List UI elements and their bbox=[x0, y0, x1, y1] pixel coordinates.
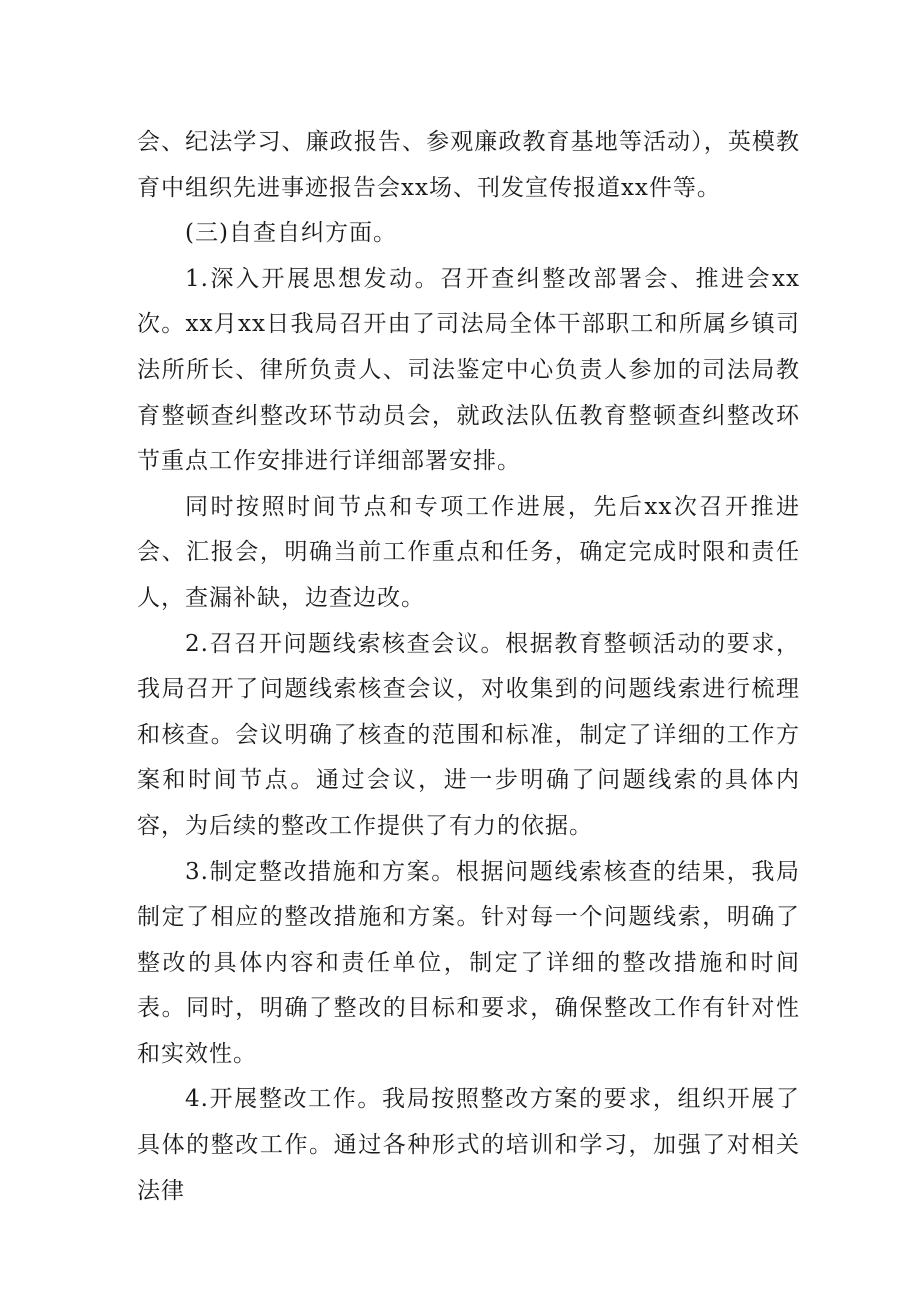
document-body bbox=[137, 120, 800, 1214]
paragraph-item-2: 2.召召开问题线索核查会议。根据教育整顿活动的要求，我局召开了问题线索核查会议，对收集到的问题线索进行梳理和核查。会议明确了核查的范围和标准，制定了详细的工作方案和时间节点。通过会议，进一步明确了问题线索的具体内容，为后续的整改工作提供了有力的依据。 bbox=[137, 630, 800, 839]
paragraph-item-1: 1.深入开展思想发动。召开查纠整改部署会、推进会xx次。xx月xx日我局召开由了司法局全体干部职工和所属乡镇司法所所长、律所负责人、司法鉴定中心负责人参加的司法局教育整顿查纠整改环节动员会，就政法队伍教育整顿查纠整改环节重点工作安排进行详细部署安排。 bbox=[137, 265, 800, 475]
paragraph-activities-continued: 会、纪法学习、廉政报告、参观廉政教育基地等活动），英模教育中组织先进事迹报告会xx场、刊发宣传报道xx件等。 bbox=[137, 129, 800, 201]
section-heading-self-check: (三)自查自纠方面。 bbox=[185, 220, 397, 247]
paragraph-progress-meetings: 同时按照时间节点和专项工作进展，先后xx次召开推进会、汇报会，明确当前工作重点和任务，确定完成时限和责任人，查漏补缺，边查边改。 bbox=[137, 493, 800, 611]
paragraph-item-4: 4.开展整改工作。我局按照整改方案的要求，组织开展了具体的整改工作。通过各种形式的培训和学习，加强了对相关法律 bbox=[137, 1086, 800, 1204]
paragraph-item-3: 3.制定整改措施和方案。根据问题线索核查的结果，我局制定了相应的整改措施和方案。针对每一个问题线索，明确了整改的具体内容和责任单位，制定了详细的整改措施和时间表。同时，明确了整改的目标和要求，确保整改工作有针对性和实效性。 bbox=[137, 858, 800, 1067]
